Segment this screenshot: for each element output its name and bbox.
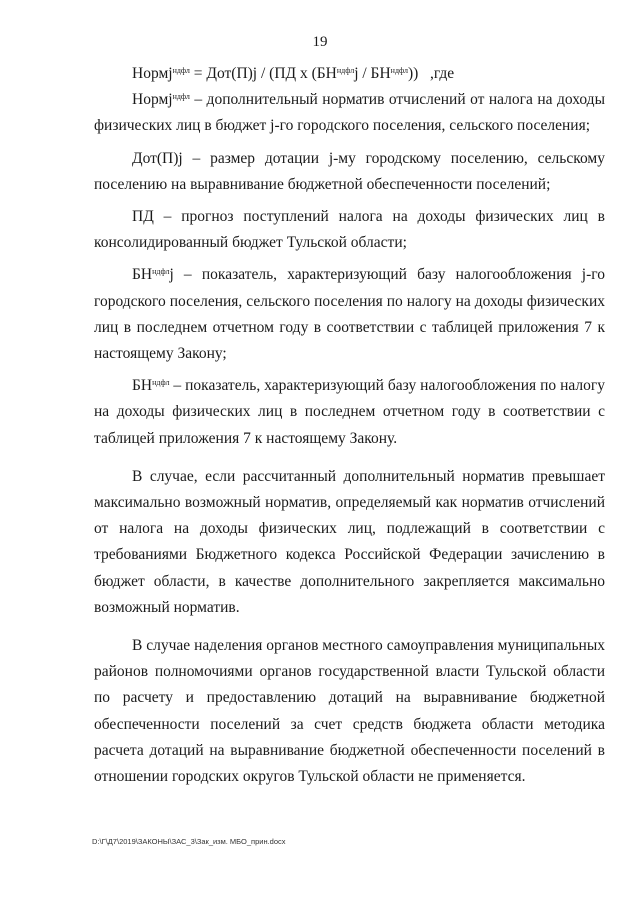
footer-file-path: D:\Г\Д7\2019\ЗАКОНЫ\ЗАС_3\Зак_изм. МБО_прин.docx bbox=[92, 837, 286, 846]
definition-term: БН bbox=[132, 377, 153, 395]
formula-part: = Дот(П)j / (ПД х (БН bbox=[189, 65, 337, 82]
formula-part: j / БН bbox=[354, 65, 391, 82]
definition bbox=[94, 262, 605, 367]
formula-sup: ндфл bbox=[336, 66, 355, 75]
definition-text: j – показатель, характеризующий базу налогообложения j-го городского поселения, сельского поселения по налогу на доходы физических лиц в последнем отчетном году в соответствии с таблицей приложения 7 к настоящему Закону; bbox=[94, 266, 605, 363]
formula-lhs: Нормj bbox=[132, 65, 173, 82]
definition-text: – прогноз поступлений налога на доходы физических лиц в консолидированный бюджет Тульской области; bbox=[94, 208, 605, 252]
paragraph: В случае наделения органов местного самоуправления муниципальных районов полномочиями органов государственной власти Тульской области по расчету и предоставлению дотаций на выравнивание бюджетной обеспеченности поселений за счет средств бюджета области методика расчета дотаций на выравнивание бюджетной обеспеченности поселений в отношении городских округов Тульской области не применяется. bbox=[94, 637, 605, 786]
formula-lhs-sup: ндфл bbox=[172, 66, 190, 75]
page-number: 19 bbox=[312, 34, 328, 50]
definition bbox=[94, 373, 605, 452]
formula-part: )) bbox=[407, 65, 419, 82]
definition-term: Дот(П)j bbox=[132, 149, 183, 167]
formula-suffix: ,где bbox=[418, 65, 455, 82]
definition-text: – размер дотации j-му городскому поселению, сельскому поселению на выравнивание бюджетной обеспеченности поселений; bbox=[94, 149, 605, 193]
definition-term: Нормj bbox=[132, 91, 173, 109]
definition-sup: ндфл bbox=[152, 378, 170, 388]
definition-sup: ндфл bbox=[172, 92, 190, 102]
definition-term: БН bbox=[132, 266, 153, 284]
definition bbox=[94, 146, 605, 198]
definition-text: – показатель, характеризующий базу налогообложения по налогу на доходы физических лиц в последнем отчетном году в соответствии с таблицей приложения 7 к настоящему Закону. bbox=[94, 377, 605, 447]
document-body bbox=[94, 61, 605, 790]
definition bbox=[94, 87, 605, 139]
definition-text: – дополнительный норматив отчислений от налога на доходы физических лиц в бюджет j-го городского поселения, сельского поселения; bbox=[94, 91, 605, 135]
paragraph: В случае, если рассчитанный дополнительный норматив превышает максимально возможный норматив, определяемый как норматив отчислений от налога на доходы физических лиц, подлежащий в соответствии с требованиями Бюджетного кодекса Российской Федерации зачислению в бюджет области, в качестве дополнительного закрепляется максимально возможный норматив. bbox=[94, 467, 605, 616]
formula-sup: ндфл bbox=[390, 66, 408, 75]
formula bbox=[94, 61, 605, 87]
definition-sup: ндфл bbox=[152, 267, 170, 277]
definition-term: ПД bbox=[132, 208, 154, 226]
definition bbox=[94, 204, 605, 256]
